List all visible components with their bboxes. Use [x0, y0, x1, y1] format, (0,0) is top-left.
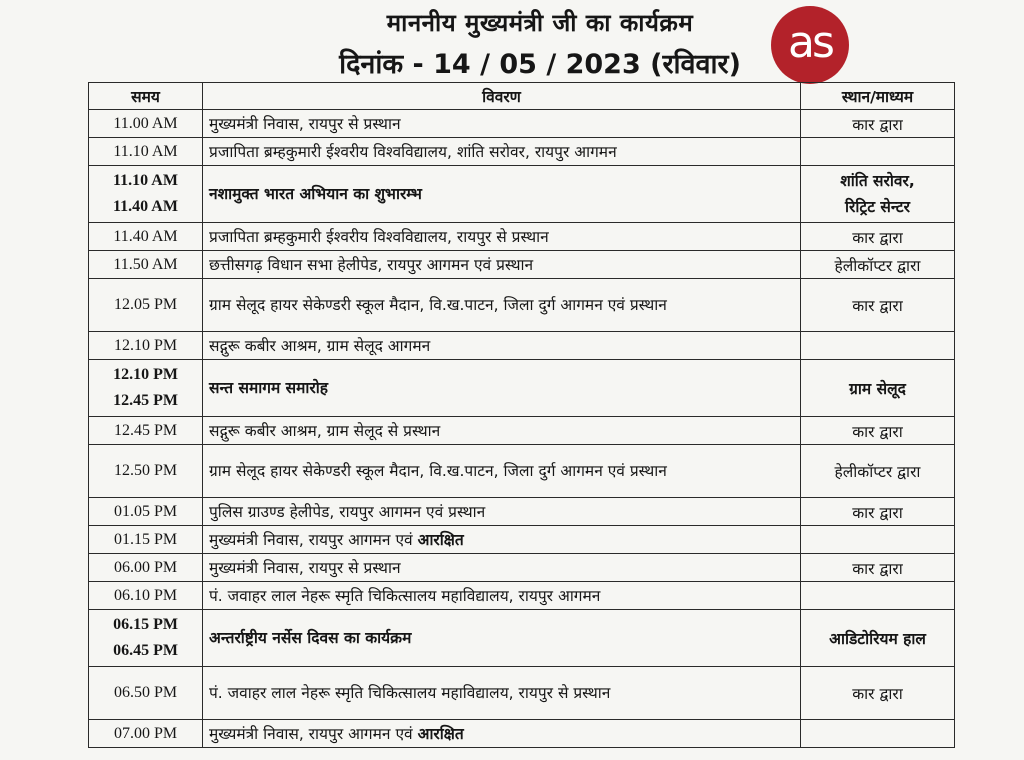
table-row — [89, 166, 955, 223]
table-row — [89, 332, 955, 360]
place-cell: कार द्वारा — [801, 223, 955, 251]
time-cell: 07.00 PM — [89, 720, 203, 748]
description-cell: सद्गुरू कबीर आश्रम, ग्राम सेलूद आगमन — [203, 332, 801, 360]
time-range-cell — [89, 610, 203, 667]
table-row — [89, 138, 955, 166]
description-cell: मुख्यमंत्री निवास, रायपुर से प्रस्थान — [203, 110, 801, 138]
time-cell: 06.50 PM — [89, 667, 203, 720]
table-row — [89, 610, 955, 667]
time-cell: 12.05 PM — [89, 279, 203, 332]
place-cell — [801, 720, 955, 748]
time-cell: 12.50 PM — [89, 445, 203, 498]
place-cell — [801, 526, 955, 554]
description-cell: सन्त समागम समारोह — [203, 360, 801, 417]
time-cell: 06.00 PM — [89, 554, 203, 582]
place-cell — [801, 582, 955, 610]
description-cell: पं. जवाहर लाल नेहरू स्मृति चिकित्सालय महाविद्यालय, रायपुर से प्रस्थान — [203, 667, 801, 720]
time-cell: 06.10 PM — [89, 582, 203, 610]
place-cell: कार द्वारा — [801, 667, 955, 720]
time-start: 11.10 AM — [113, 172, 178, 189]
table-row — [89, 526, 955, 554]
time-end: 12.45 PM — [113, 392, 178, 409]
schedule-table — [88, 82, 955, 748]
place-cell: कार द्वारा — [801, 110, 955, 138]
brand-logo-text: as — [788, 17, 832, 68]
description-cell: अन्तर्राष्ट्रीय नर्सेस दिवस का कार्यक्रम — [203, 610, 801, 667]
place-cell: कार द्वारा — [801, 279, 955, 332]
time-range-cell — [89, 166, 203, 223]
time-cell: 11.40 AM — [89, 223, 203, 251]
place-cell: ग्राम सेलूद — [801, 360, 955, 417]
reserved-label: आरक्षित — [417, 530, 464, 549]
time-cell: 01.15 PM — [89, 526, 203, 554]
document-date: दिनांक - 14 / 05 / 2023 (रविवार) — [339, 49, 741, 80]
description-cell: नशामुक्त भारत अभियान का शुभारम्भ — [203, 166, 801, 223]
description-cell: सद्गुरू कबीर आश्रम, ग्राम सेलूद से प्रस्थान — [203, 417, 801, 445]
table-row — [89, 582, 955, 610]
time-range-cell — [89, 360, 203, 417]
description-cell — [203, 526, 801, 554]
table-row — [89, 110, 955, 138]
description-cell: छत्तीसगढ़ विधान सभा हेलीपेड, रायपुर आगमन एवं प्रस्थान — [203, 251, 801, 279]
document-header — [0, 0, 1024, 84]
description-cell: ग्राम सेलूद हायर सेकेण्डरी स्कूल मैदान, वि.ख.पाटन, जिला दुर्ग आगमन एवं प्रस्थान — [203, 445, 801, 498]
description-cell: पं. जवाहर लाल नेहरू स्मृति चिकित्सालय महाविद्यालय, रायपुर आगमन — [203, 582, 801, 610]
time-end: 11.40 AM — [113, 198, 178, 215]
table-row — [89, 554, 955, 582]
description-text: मुख्यमंत्री निवास, रायपुर आगमन एवं — [209, 724, 413, 743]
table-row — [89, 223, 955, 251]
column-header-time: समय — [89, 83, 203, 110]
reserved-label: आरक्षित — [417, 724, 464, 743]
description-text: मुख्यमंत्री निवास, रायपुर आगमन एवं — [209, 530, 413, 549]
table-row — [89, 279, 955, 332]
document-title: माननीय मुख्यमंत्री जी का कार्यक्रम — [386, 9, 694, 37]
description-cell: प्रजापिता ब्रम्हकुमारी ईश्वरीय विश्वविद्यालय, रायपुर से प्रस्थान — [203, 223, 801, 251]
table-row — [89, 360, 955, 417]
time-cell: 11.00 AM — [89, 110, 203, 138]
time-cell: 12.45 PM — [89, 417, 203, 445]
place-cell: कार द्वारा — [801, 498, 955, 526]
time-end: 06.45 PM — [113, 642, 178, 659]
brand-logo — [771, 6, 849, 84]
table-row — [89, 667, 955, 720]
place-cell: हेलीकॉप्टर द्वारा — [801, 251, 955, 279]
place-cell: कार द्वारा — [801, 554, 955, 582]
description-cell: मुख्यमंत्री निवास, रायपुर से प्रस्थान — [203, 554, 801, 582]
place-cell: आडिटोरियम हाल — [801, 610, 955, 667]
column-header-place: स्थान/माध्यम — [801, 83, 955, 110]
table-row — [89, 251, 955, 279]
time-start: 06.15 PM — [113, 616, 178, 633]
time-cell: 11.10 AM — [89, 138, 203, 166]
place-cell — [801, 138, 955, 166]
place-cell — [801, 166, 955, 223]
place-cell — [801, 332, 955, 360]
table-row — [89, 720, 955, 748]
time-cell: 12.10 PM — [89, 332, 203, 360]
time-cell: 11.50 AM — [89, 251, 203, 279]
place-cell: कार द्वारा — [801, 417, 955, 445]
table-header-row — [89, 83, 955, 110]
time-cell: 01.05 PM — [89, 498, 203, 526]
description-cell: ग्राम सेलूद हायर सेकेण्डरी स्कूल मैदान, वि.ख.पाटन, जिला दुर्ग आगमन एवं प्रस्थान — [203, 279, 801, 332]
description-cell: पुलिस ग्राउण्ड हेलीपेड, रायपुर आगमन एवं प्रस्थान — [203, 498, 801, 526]
table-row — [89, 498, 955, 526]
place-line: शांति सरोवर, — [840, 172, 915, 190]
time-start: 12.10 PM — [113, 366, 178, 383]
column-header-description: विवरण — [203, 83, 801, 110]
table-row — [89, 445, 955, 498]
place-cell: हेलीकॉप्टर द्वारा — [801, 445, 955, 498]
description-cell — [203, 720, 801, 748]
place-line: रिट्रिट सेन्टर — [845, 198, 910, 216]
description-cell: प्रजापिता ब्रम्हकुमारी ईश्वरीय विश्वविद्यालय, शांति सरोवर, रायपुर आगमन — [203, 138, 801, 166]
table-row — [89, 417, 955, 445]
